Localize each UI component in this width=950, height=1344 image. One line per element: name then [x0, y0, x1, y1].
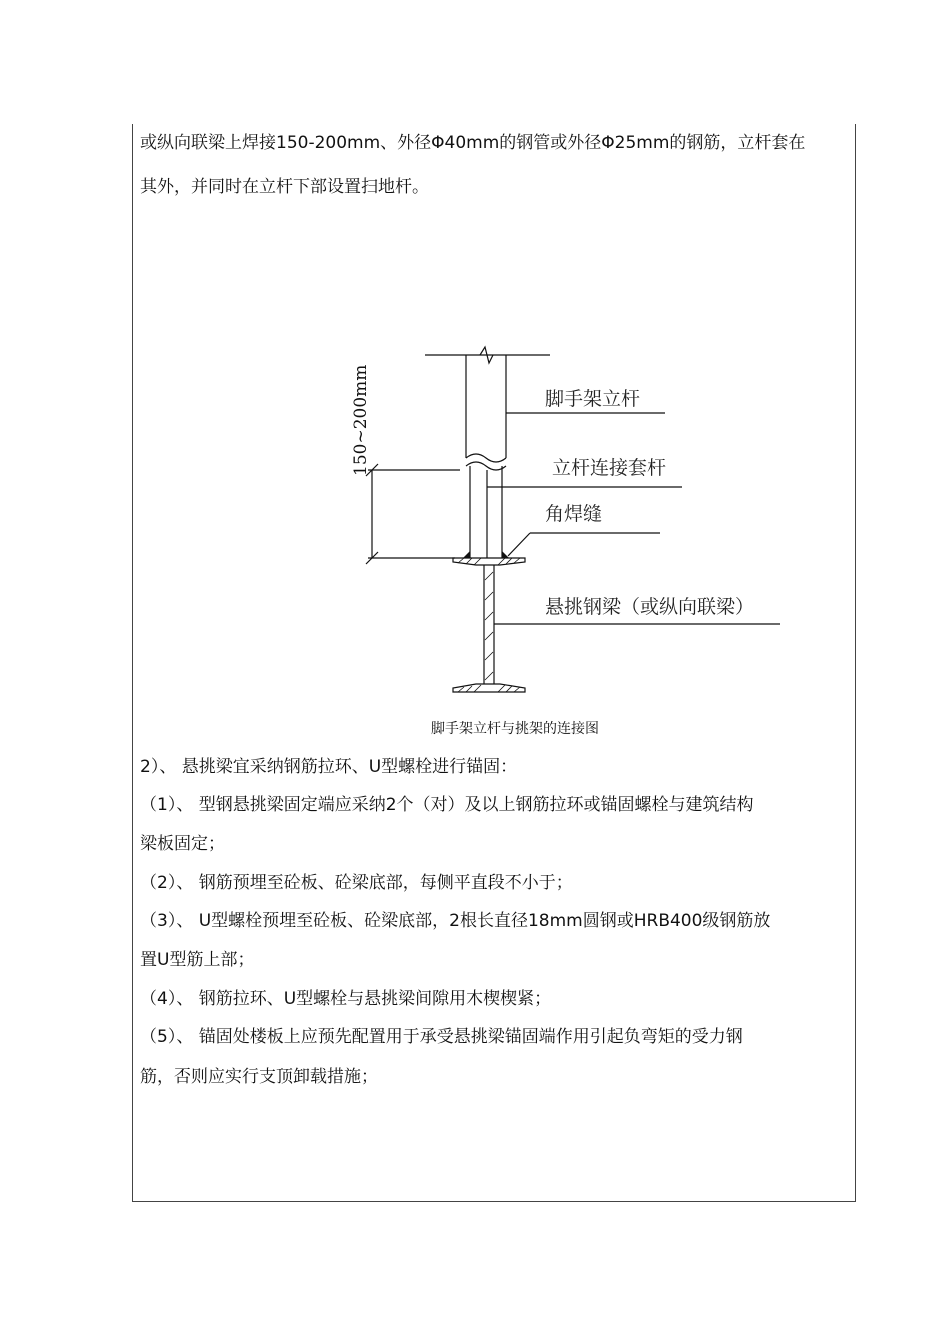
- paragraph-line: （4）、 钢筋拉环、U型螺栓与悬挑梁间隙用木楔楔紧；: [140, 989, 552, 1009]
- pole-break: [466, 454, 506, 462]
- sleeve-break: [466, 462, 506, 470]
- paragraph-line: 置U型筋上部；: [140, 950, 255, 970]
- paragraph-line: 或纵向联梁上焊接150-200mm、外径Φ40mm的钢管或外径Φ25mm的钢筋，立杆套在: [140, 133, 806, 153]
- paragraph-line: （2）、 钢筋预埋至砼板、砼梁底部，每侧平直段不小于；: [140, 873, 573, 893]
- label-beam: 悬挑钢梁（或纵向联梁）: [545, 596, 755, 618]
- paragraph-line: （5）、 锚固处楼板上应预先配置用于承受悬挑梁锚固端作用引起负弯矩的受力钢: [140, 1027, 743, 1047]
- beam-bottom-flange: [453, 684, 525, 692]
- label-pole: 脚手架立杆: [545, 388, 641, 410]
- weld-right: [502, 551, 509, 558]
- leader-weld: [508, 533, 530, 556]
- weld-left: [463, 551, 470, 558]
- label-weld: 角焊缝: [545, 503, 603, 525]
- paragraph-line: 2）、 悬挑梁宜采纳钢筋拉环、U型螺栓进行锚固：: [140, 757, 518, 777]
- figure-caption: 脚手架立杆与挑架的连接图: [431, 721, 599, 737]
- label-sleeve: 立杆连接套杆: [552, 457, 667, 479]
- paragraph-line: （1）、 型钢悬挑梁固定端应采纳2个（对）及以上钢筋拉环或锚固螺栓与建筑结构: [140, 795, 754, 815]
- paragraph-line: 筋，否则应实行支顶卸载措施；: [140, 1067, 378, 1087]
- paragraph-line: 其外，并同时在立杆下部设置扫地杆。: [140, 177, 429, 197]
- dimension-label: 150~200mm: [351, 364, 371, 476]
- beam-top-flange: [453, 558, 525, 565]
- paragraph-line: （3）、 U型螺栓预埋至砼板、砼梁底部，2根长直径18mm圆钢或HRB400级钢筋放: [140, 911, 771, 931]
- paragraph-line: 梁板固定；: [140, 834, 225, 854]
